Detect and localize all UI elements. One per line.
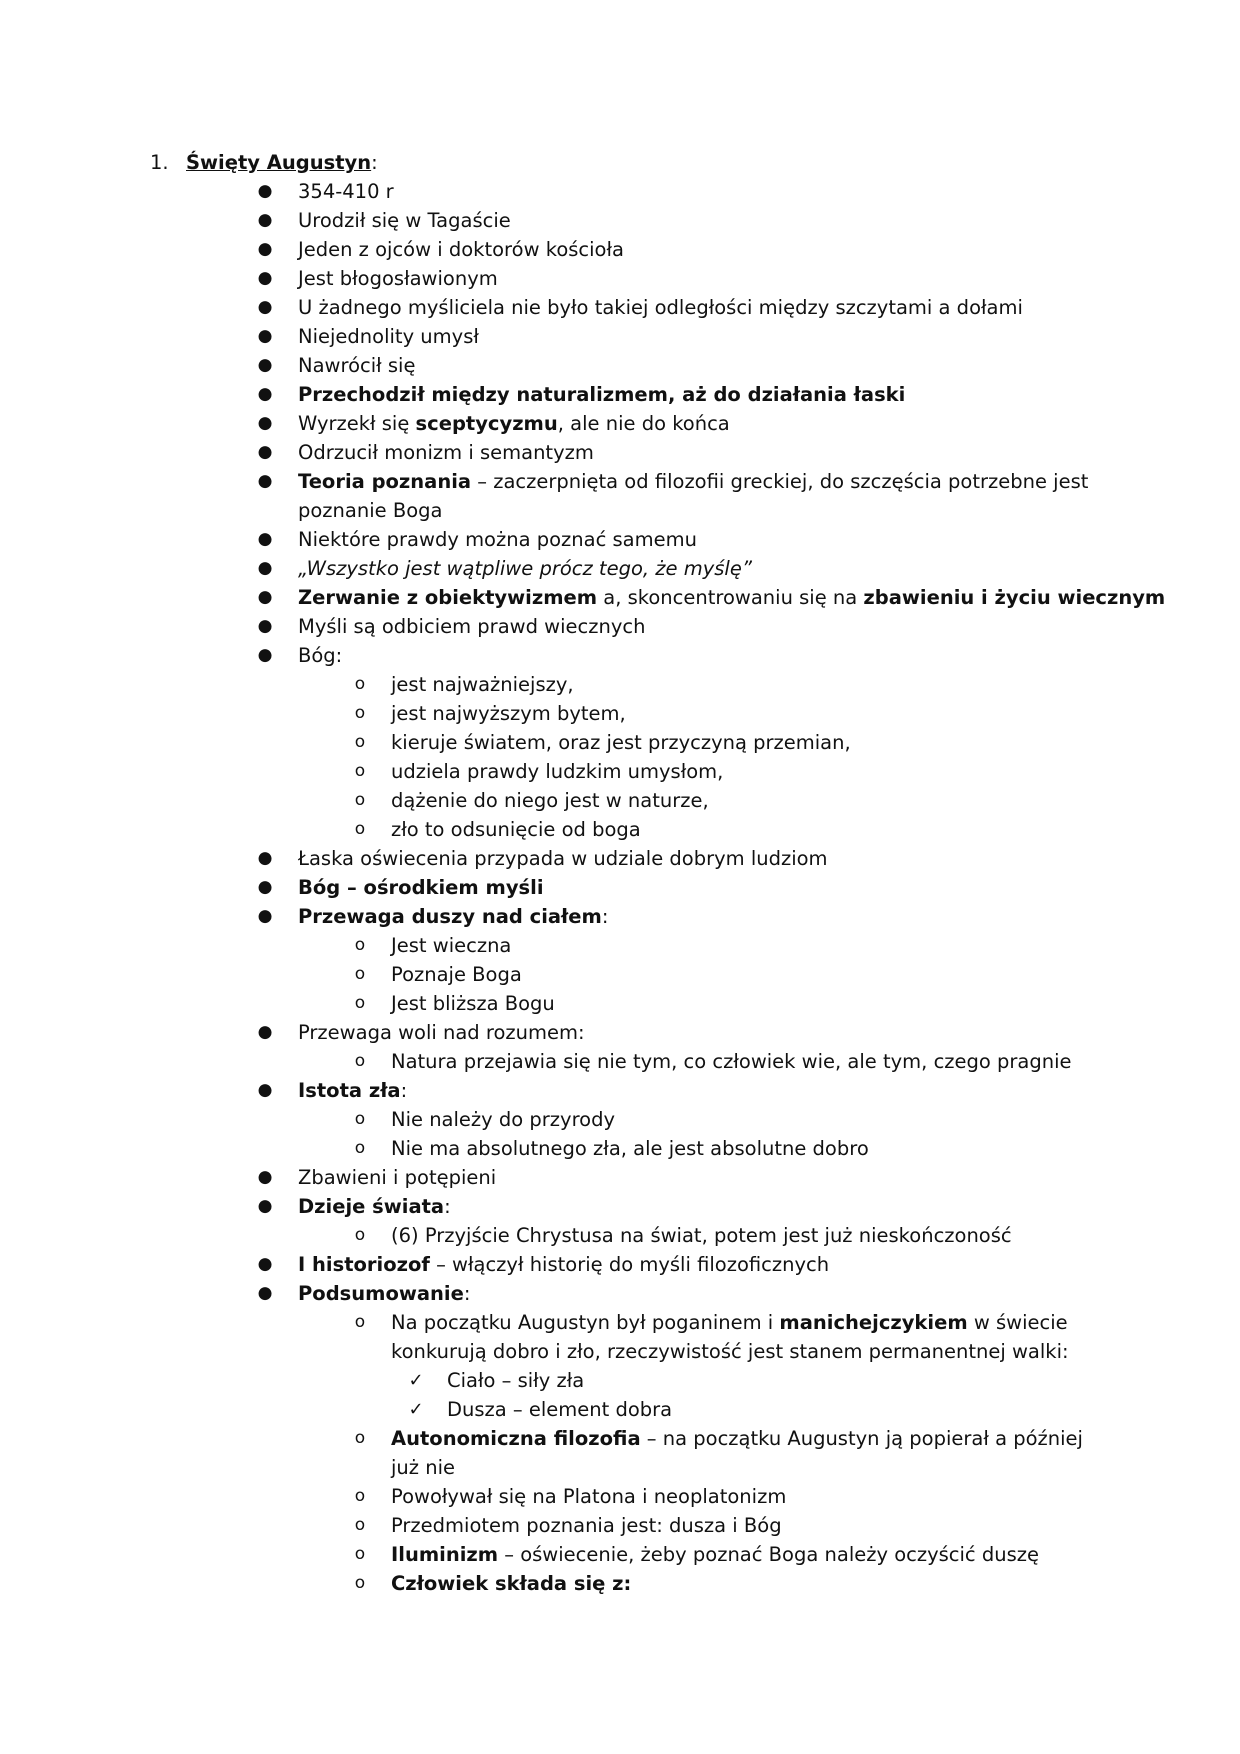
text-segment: Niejednolity umysł (298, 325, 479, 348)
text-segment: Niektóre prawdy można poznać samemu (298, 528, 697, 551)
bullet-icon: ● (257, 558, 273, 578)
bold-text: Iluminizm (391, 1543, 499, 1566)
bold-text: Autonomiczna filozofia (391, 1427, 641, 1450)
list-item-text (298, 1279, 1098, 1308)
bullet-icon: ● (257, 1196, 273, 1216)
bullet-icon: ● (257, 297, 273, 317)
list-item (0, 902, 1240, 931)
list-item (0, 525, 1240, 554)
list-item (0, 206, 1240, 235)
circle-bullet-icon: o (354, 1051, 366, 1071)
bullet-icon: ● (257, 906, 273, 926)
list-item (0, 1250, 1240, 1279)
bold-text: Człowiek składa się z: (391, 1572, 632, 1595)
text-segment: U żadnego myśliciela nie było takiej odległości między szczytami a dołami (298, 296, 1023, 319)
list-item-text (298, 235, 1098, 264)
list-item-text (298, 902, 1098, 931)
text-segment: : (400, 1079, 408, 1102)
list-item-text (391, 786, 1101, 815)
circle-bullet-icon: o (354, 1225, 366, 1245)
list-item-text (298, 467, 1098, 525)
circle-bullet-icon: o (354, 1138, 366, 1158)
list-item-text (391, 1424, 1101, 1482)
circle-bullet-icon: o (354, 1486, 366, 1506)
text-segment: : (444, 1195, 451, 1218)
list-item (0, 1279, 1240, 1308)
list-item-text (391, 1482, 1101, 1511)
list-item (0, 786, 1240, 815)
bullet-icon: ● (257, 471, 273, 491)
list-item (0, 1395, 1240, 1424)
bullet-icon: ● (257, 1167, 273, 1187)
circle-bullet-icon: o (354, 732, 366, 752)
text-segment: jest najwyższym bytem, (391, 702, 626, 725)
list-item (0, 1511, 1240, 1540)
list-item-text (391, 1105, 1101, 1134)
list-item (0, 235, 1240, 264)
list-item-text (298, 525, 1098, 554)
text-segment: Bóg: (298, 644, 343, 667)
text-segment: – na początku Augustyn ją popierał a później już nie (391, 1427, 1083, 1479)
list-item (0, 728, 1240, 757)
list-item (0, 1105, 1240, 1134)
list-item (0, 815, 1240, 844)
circle-bullet-icon: o (354, 1573, 366, 1593)
list-item (0, 1134, 1240, 1163)
checkmark-icon: ✓ (408, 1399, 424, 1420)
text-segment: kieruje światem, oraz jest przyczyną przemian, (391, 731, 851, 754)
bullet-icon: ● (257, 1022, 273, 1042)
circle-bullet-icon: o (354, 819, 366, 839)
list-item (0, 1540, 1240, 1569)
italic-text: „Wszystko jest wątpliwe prócz tego, że myślę” (298, 557, 752, 580)
list-item-text (391, 1134, 1101, 1163)
text-segment: Natura przejawia się nie tym, co człowiek wie, ale tym, czego pragnie (391, 1050, 1072, 1073)
list-item-text (298, 264, 1098, 293)
bullet-icon: ● (257, 355, 273, 375)
bold-text: Istota zła (298, 1079, 401, 1102)
list-item (0, 264, 1240, 293)
text-segment: Jest wieczna (391, 934, 512, 957)
text-segment: Odrzucił monizm i semantyzm (298, 441, 594, 464)
list-item-text (391, 1569, 1101, 1598)
list-item (0, 380, 1240, 409)
list-item-text (298, 554, 1098, 583)
list-item (0, 1192, 1240, 1221)
text-segment: dążenie do niego jest w naturze, (391, 789, 709, 812)
circle-bullet-icon: o (354, 790, 366, 810)
list-item-text (391, 1511, 1101, 1540)
heading-number: 1. (150, 151, 169, 174)
list-item (0, 351, 1240, 380)
list-item (0, 177, 1240, 206)
list-item-text (298, 409, 1098, 438)
text-segment: zło to odsunięcie od boga (391, 818, 641, 841)
bullet-icon: ● (257, 616, 273, 636)
circle-bullet-icon: o (354, 1544, 366, 1564)
list-item-text (298, 322, 1098, 351)
bullet-icon: ● (257, 848, 273, 868)
text-segment: Wyrzekł się (298, 412, 416, 435)
bullet-icon: ● (257, 384, 273, 404)
list-item (0, 1482, 1240, 1511)
list-item-text (298, 1076, 1098, 1105)
text-segment: Myśli są odbiciem prawd wiecznych (298, 615, 646, 638)
text-segment: (6) Przyjście Chrystusa na świat, potem jest już nieskończoność (391, 1224, 1012, 1247)
circle-bullet-icon: o (354, 993, 366, 1013)
list-item-text (298, 293, 1098, 322)
bold-text: Przechodził między naturalizmem, aż do działania łaski (298, 383, 906, 406)
text-segment: Ciało – siły zła (447, 1369, 585, 1392)
list-item (0, 293, 1240, 322)
list-item (0, 989, 1240, 1018)
list-item-text (391, 989, 1101, 1018)
list-item (0, 641, 1240, 670)
text-segment: Powoływał się na Platona i neoplatonizm (391, 1485, 787, 1508)
bullet-icon: ● (257, 1080, 273, 1100)
list-item (0, 699, 1240, 728)
list-item-text (298, 177, 1098, 206)
list-item-text (391, 960, 1101, 989)
text-segment: Łaska oświecenia przypada w udziale dobrym ludziom (298, 847, 828, 870)
bullet-icon: ● (257, 877, 273, 897)
circle-bullet-icon: o (354, 761, 366, 781)
text-segment: Jest bliższa Bogu (391, 992, 555, 1015)
list-item (0, 670, 1240, 699)
bold-text: sceptycyzmu (415, 412, 558, 435)
bold-text: Teoria poznania (298, 470, 472, 493)
text-segment: Na początku Augustyn był poganinem i (391, 1311, 780, 1334)
text-segment: – zaczerpnięta od filozofii greckiej, do szczęścia potrzebne jest poznanie Boga (298, 470, 1089, 522)
list-item-text (298, 1192, 1098, 1221)
list-item-text (391, 1308, 1101, 1366)
list-item-text (391, 757, 1101, 786)
section-heading (150, 148, 378, 177)
text-segment: Nie ma absolutnego zła, ale jest absolutne dobro (391, 1137, 869, 1160)
list-item-text (391, 1221, 1101, 1250)
list-item (0, 554, 1240, 583)
list-item-text (391, 931, 1101, 960)
text-segment: udziela prawdy ludzkim umysłom, (391, 760, 724, 783)
bullet-icon: ● (257, 210, 273, 230)
list-item (0, 612, 1240, 641)
list-item-text (447, 1366, 1097, 1395)
list-item-text (298, 844, 1098, 873)
text-segment: a, skoncentrowaniu się na (597, 586, 864, 609)
list-item (0, 1047, 1240, 1076)
bold-text: manichejczykiem (779, 1311, 968, 1334)
text-segment: – włączył historię do myśli filozoficznych (429, 1253, 830, 1276)
list-item-text (391, 815, 1101, 844)
text-segment: jest najważniejszy, (391, 673, 574, 696)
list-item (0, 1076, 1240, 1105)
bullet-icon: ● (257, 1283, 273, 1303)
text-segment: : (463, 1282, 471, 1305)
text-segment: Przedmiotem poznania jest: dusza i Bóg (391, 1514, 782, 1537)
text-segment: Nawrócił się (298, 354, 416, 377)
bold-text: Dzieje świata (298, 1195, 445, 1218)
circle-bullet-icon: o (354, 1428, 366, 1448)
list-item (0, 757, 1240, 786)
bullet-icon: ● (257, 268, 273, 288)
text-segment: Poznaje Boga (391, 963, 522, 986)
bullet-icon: ● (257, 239, 273, 259)
heading-title: Święty Augustyn (186, 151, 372, 174)
bullet-icon: ● (257, 1254, 273, 1274)
list-item-text (391, 1047, 1101, 1076)
list-item-text (298, 1163, 1098, 1192)
bold-text: Podsumowanie (298, 1282, 464, 1305)
bullet-icon: ● (257, 413, 273, 433)
circle-bullet-icon: o (354, 935, 366, 955)
circle-bullet-icon: o (354, 1109, 366, 1129)
bullet-list (0, 177, 1240, 1598)
list-item (0, 1308, 1240, 1366)
bold-text: Zerwanie z obiektywizmem (298, 586, 598, 609)
text-segment: – oświecenie, żeby poznać Boga należy oczyścić duszę (498, 1543, 1039, 1566)
list-item-text (391, 728, 1101, 757)
list-item (0, 409, 1240, 438)
text-segment: 354-410 r (298, 180, 394, 203)
list-item-text (391, 699, 1101, 728)
list-item-text (298, 206, 1098, 235)
list-item (0, 931, 1240, 960)
list-item (0, 1221, 1240, 1250)
bold-text: I historiozof (298, 1253, 430, 1276)
list-item-text (298, 641, 1098, 670)
bullet-icon: ● (257, 587, 273, 607)
list-item (0, 583, 1240, 612)
list-item (0, 1424, 1240, 1482)
list-item (0, 1366, 1240, 1395)
list-item-text (298, 612, 1098, 641)
list-item (0, 873, 1240, 902)
circle-bullet-icon: o (354, 1515, 366, 1535)
text-segment: Przewaga woli nad rozumem: (298, 1021, 585, 1044)
list-item (0, 1569, 1240, 1598)
text-segment: Nie należy do przyrody (391, 1108, 616, 1131)
circle-bullet-icon: o (354, 1312, 366, 1332)
text-segment: Jest błogosławionym (298, 267, 498, 290)
list-item-text (298, 873, 1098, 902)
bullet-icon: ● (257, 529, 273, 549)
bullet-icon: ● (257, 326, 273, 346)
heading-suffix: : (371, 151, 378, 174)
bold-text: Przewaga duszy nad ciałem (298, 905, 602, 928)
text-segment: Zbawieni i potępieni (298, 1166, 497, 1189)
text-segment: Dusza – element dobra (447, 1398, 673, 1421)
list-item-text (391, 670, 1101, 699)
bold-text: zbawieniu i życiu wiecznym (863, 586, 1166, 609)
list-item-text (298, 380, 1098, 409)
bullet-icon: ● (257, 442, 273, 462)
list-item-text (298, 583, 1166, 612)
bullet-icon: ● (257, 181, 273, 201)
list-item (0, 1018, 1240, 1047)
checkmark-icon: ✓ (408, 1370, 424, 1391)
text-segment: , ale nie do końca (557, 412, 730, 435)
list-item-text (298, 438, 1098, 467)
circle-bullet-icon: o (354, 674, 366, 694)
bold-text: Bóg – ośrodkiem myśli (298, 876, 544, 899)
list-item (0, 1163, 1240, 1192)
list-item-text (447, 1395, 1097, 1424)
bullet-icon: ● (257, 645, 273, 665)
text-segment: : (601, 905, 609, 928)
text-segment: w świecie konkurują dobro i zło, rzeczywistość jest stanem permanentnej walki: (391, 1311, 1069, 1363)
text-segment: Urodził się w Tagaście (298, 209, 511, 232)
list-item (0, 322, 1240, 351)
list-item-text (391, 1540, 1101, 1569)
list-item-text (298, 1250, 1098, 1279)
list-item (0, 438, 1240, 467)
list-item (0, 844, 1240, 873)
circle-bullet-icon: o (354, 964, 366, 984)
text-segment: Jeden z ojców i doktorów kościoła (298, 238, 624, 261)
list-item-text (298, 1018, 1098, 1047)
list-item-text (298, 351, 1098, 380)
list-item (0, 467, 1240, 525)
list-item (0, 960, 1240, 989)
circle-bullet-icon: o (354, 703, 366, 723)
